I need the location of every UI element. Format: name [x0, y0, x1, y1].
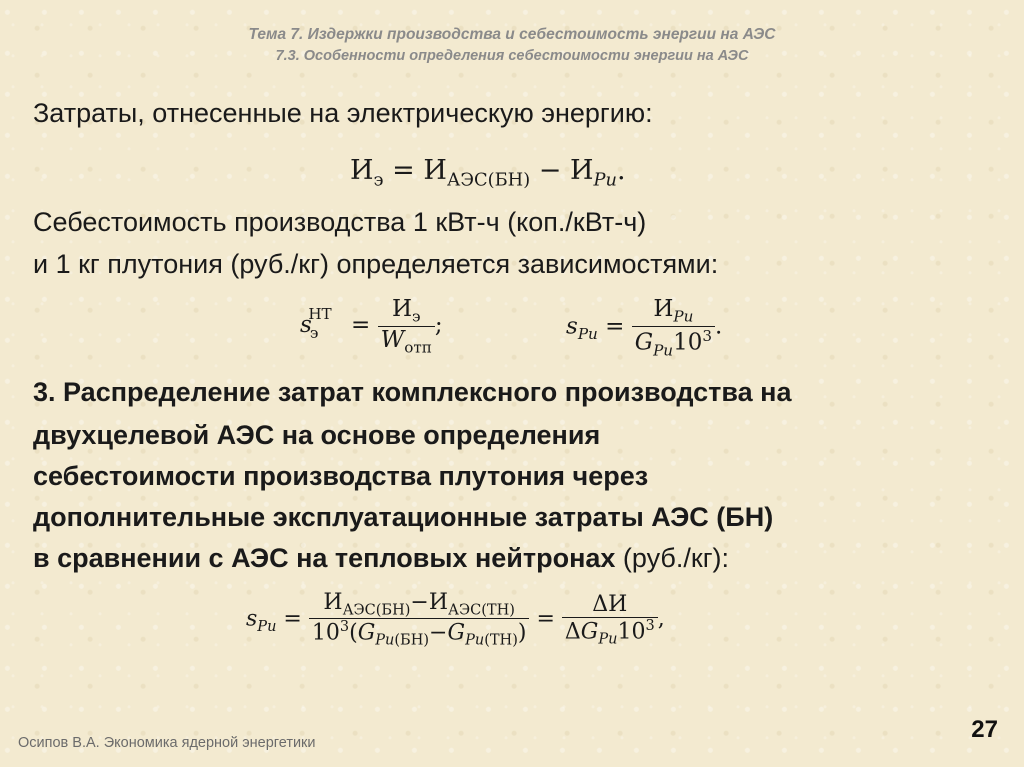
- cost-price-text-2: и 1 кг плутония (руб./кг) определяется зависимостями:: [33, 249, 719, 279]
- section3-line-5: [33, 543, 729, 574]
- section3-line-5-bold: в сравнении с АЭС на тепловых нейтронах: [33, 543, 616, 573]
- page-number: 27: [971, 716, 998, 743]
- section3-line-2: двухцелевой АЭС на основе определения: [33, 420, 601, 450]
- section3-line-3: себестоимости производства плутония через: [33, 461, 649, 491]
- section3-line-4: дополнительные эксплуатационные затраты АЭС (БН): [33, 502, 774, 532]
- slide-subtitle: 7.3. Особенности определения себестоимости энергии на АЭС: [275, 48, 749, 64]
- cost-price-text-1: Себестоимость производства 1 кВт-ч (коп./кВт-ч): [33, 207, 647, 237]
- formula-energy-costs: $И_э = И_{АЭС(БН)} - И_{Pu}$.: [350, 155, 626, 191]
- section3-unit: (руб./кг):: [615, 543, 730, 573]
- slide-title: Тема 7. Издержки производства и себестоимость энергии на АЭС: [248, 26, 776, 43]
- footer-author: Осипов В.А. Экономика ядерной энергетики: [18, 735, 316, 751]
- formula-plutonium-cost-price: $s_{Pu}$ = $\frac{И_{Pu}}{G_{Pu}10^3}$ .: [566, 296, 723, 359]
- section3-line-1: 3. Распределение затрат комплексного производства на: [33, 377, 792, 407]
- formula-plutonium-cost-allocation: $s_{Pu}$ = $\frac{И_{АЭС(БН)}-И_{АЭС(ТН)}}{10^3(G_{Pu(БН)}-G_{Pu(ТН)})}$ = $\frac{\Delta И}{\Delta G_{Pu}10^3}$ ,: [246, 590, 665, 650]
- costs-intro-text: Затраты, отнесенные на электрическую энергию:: [33, 98, 653, 128]
- formula-energy-cost-price: $s_э^{НТ}$ = $\frac{И_э}{W_{отп}}$ ;: [300, 296, 443, 357]
